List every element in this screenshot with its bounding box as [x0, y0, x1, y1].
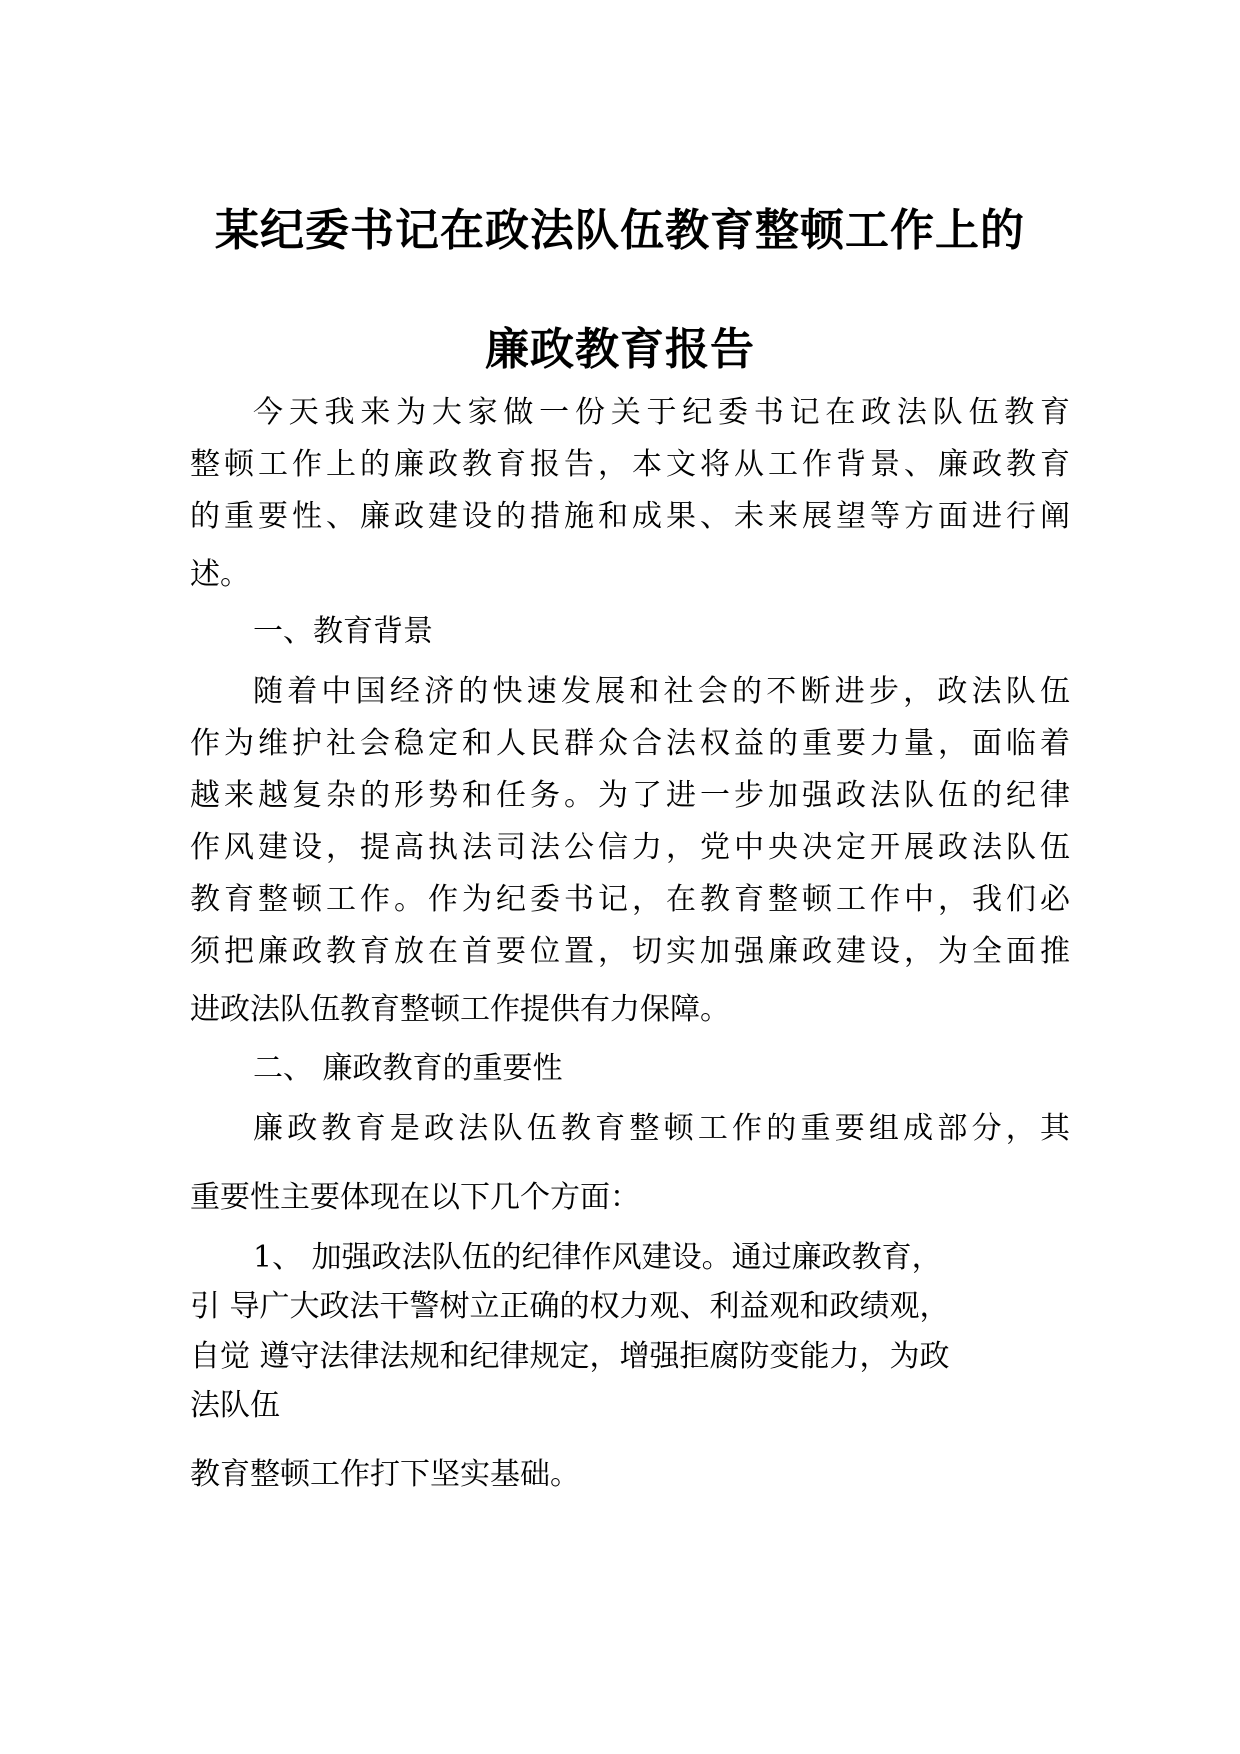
section-1-heading: 一、教育背景	[253, 614, 433, 649]
intro-line-1: 今天我来为大家做一份关于纪委书记在政法队伍教育	[253, 395, 1070, 430]
intro-line-2: 整顿工作上的廉政教育报告，本文将从工作背景、廉政教育	[190, 447, 1070, 482]
section-2-heading: 二、 廉政教育的重要性	[253, 1051, 563, 1086]
section-1-line-4: 作风建设，提高执法司法公信力，党中央决定开展政法队伍	[190, 830, 1070, 865]
document-title-line-2: 廉政教育报告	[485, 324, 755, 375]
point-1-line-2: 引 导广大政法干警树立正确的权力观、利益观和政绩观，	[190, 1289, 950, 1324]
point-1-line-5: 教育整顿工作打下坚实基础。	[190, 1457, 580, 1492]
document-title-line-1: 某纪委书记在政法队伍教育整顿工作上的	[215, 205, 1025, 256]
intro-line-4: 述。	[190, 557, 250, 592]
section-1-line-6: 须把廉政教育放在首要位置，切实加强廉政建设，为全面推	[190, 934, 1070, 969]
section-1-line-3: 越来越复杂的形势和任务。为了进一步加强政法队伍的纪律	[190, 778, 1070, 813]
section-2-line-2: 重要性主要体现在以下几个方面：	[190, 1180, 640, 1215]
section-2-line-1: 廉政教育是政法队伍教育整顿工作的重要组成部分，其	[253, 1111, 1070, 1146]
section-1-line-2: 作为维护社会稳定和人民群众合法权益的重要力量，面临着	[190, 726, 1070, 761]
section-1-line-5: 教育整顿工作。作为纪委书记，在教育整顿工作中，我们必	[190, 882, 1070, 917]
section-1-line-7: 进政法队伍教育整顿工作提供有力保障。	[190, 992, 730, 1027]
point-1-line-1: 1、 加强政法队伍的纪律作风建设。通过廉政教育，	[253, 1240, 942, 1275]
intro-line-3: 的重要性、廉政建设的措施和成果、未来展望等方面进行阐	[190, 499, 1070, 534]
point-1-line-4: 法队伍	[190, 1388, 280, 1423]
section-1-line-1: 随着中国经济的快速发展和社会的不断进步，政法队伍	[253, 674, 1070, 709]
point-1-line-3: 自觉 遵守法律法规和纪律规定，增强拒腐防变能力，为政	[190, 1339, 950, 1374]
